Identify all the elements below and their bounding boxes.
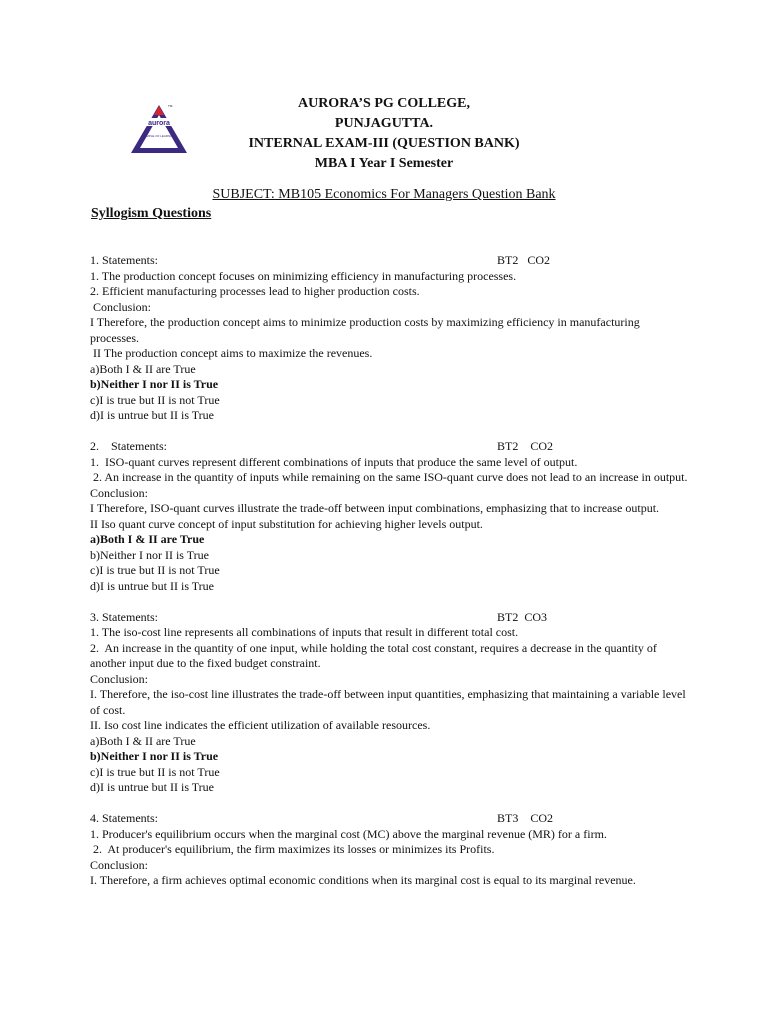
- question-block: [90, 439, 688, 594]
- question-heading: 4. Statements:: [90, 811, 158, 825]
- statement-line: 1. Producer's equilibrium occurs when the marginal cost (MC) above the marginal revenue (MR) for a firm.: [90, 826, 607, 841]
- statement-line: II The production concept aims to maximize the revenues.: [90, 346, 373, 360]
- option: a)Both I & II are True: [90, 361, 196, 376]
- question-heading: 2. Statements:: [90, 439, 167, 453]
- answer-option: b)Neither I nor II is True: [90, 749, 219, 763]
- document-header: [200, 94, 568, 174]
- option: c)I is true but II is not True: [90, 392, 220, 407]
- statement-line: II. Iso cost line indicates the efficient utilization of available resources.: [90, 718, 431, 732]
- question-heading: 1. Statements:: [90, 253, 158, 267]
- statement-line: Conclusion:: [90, 299, 152, 314]
- option: c)I is true but II is not True: [90, 563, 220, 577]
- semester-title: MBA I Year I Semester: [314, 156, 454, 171]
- college-name: AURORA’S PG COLLEGE,: [297, 96, 471, 111]
- question-tag: BT2 CO3: [497, 609, 548, 624]
- statement-line: 2. An increase in the quantity of inputs while remaining on the same ISO-quant curve does not lead to an increase in output.: [90, 470, 688, 484]
- question-tag: BT2 CO2: [497, 253, 551, 267]
- statement-line: 1. ISO-quant curves represent different combinations of inputs that produce the same level of output.: [90, 454, 578, 469]
- question-tag: BT3 CO2: [497, 811, 554, 825]
- question-block: [90, 253, 688, 424]
- option: a)Both I & II are True: [90, 733, 196, 748]
- question-block: [90, 811, 688, 889]
- statement-line: 2. Efficient manufacturing processes lead to higher production costs.: [90, 284, 420, 298]
- option: d)I is untrue but II is True: [90, 408, 214, 422]
- logo-wordmark: aurora: [148, 120, 170, 127]
- exam-title: INTERNAL EXAM-III (QUESTION BANK): [248, 136, 520, 151]
- statement-line: I Therefore, the production concept aims to minimize production costs by maximizing efficiency in manufacturing processes.: [90, 315, 643, 345]
- logo-tagline: TEMPLE OF LEARNING: [142, 134, 176, 138]
- option: d)I is untrue but II is True: [90, 780, 214, 794]
- answer-option: b)Neither I nor II is True: [90, 377, 219, 391]
- statement-line: I Therefore, ISO-quant curves illustrate the trade-off between input combinations, emphasizing that to increase output.: [90, 501, 660, 515]
- college-logo: [128, 101, 190, 157]
- statement-line: 2. At producer's equilibrium, the firm maximizes its losses or minimizes its Profits.: [90, 842, 495, 856]
- statement-line: I. Therefore, a firm achieves optimal economic conditions when its marginal cost is equal to its marginal revenue.: [90, 873, 636, 887]
- question-heading: 3. Statements:: [90, 609, 158, 624]
- option: c)I is true but II is not True: [90, 764, 220, 779]
- question-block: [90, 610, 688, 796]
- question-tag: BT2 CO2: [497, 439, 554, 453]
- statement-line: 2. An increase in the quantity of one input, while holding the total cost constant, requires a decrease in the quantity of another input due to the fixed budget constraint.: [90, 640, 660, 670]
- logo-trademark: TM: [168, 104, 173, 108]
- statement-line: Conclusion:: [90, 485, 149, 500]
- college-location: PUNJAGUTTA.: [334, 116, 434, 131]
- statement-line: Conclusion:: [90, 857, 149, 872]
- option: b)Neither I nor II is True: [90, 547, 209, 562]
- answer-option: a)Both I & II are True: [90, 532, 205, 546]
- statement-line: 1. The production concept focuses on minimizing efficiency in manufacturing processes.: [90, 268, 517, 283]
- logo-red-peak: [154, 106, 164, 115]
- statement-line: II Iso quant curve concept of input substitution for achieving higher levels output.: [90, 516, 483, 531]
- statement-line: Conclusion:: [90, 671, 149, 686]
- option: d)I is untrue but II is True: [90, 578, 214, 593]
- statement-line: 1. The iso-cost line represents all combinations of inputs that result in different total cost.: [90, 625, 519, 639]
- section-title: Syllogism Questions: [91, 206, 212, 221]
- statement-line: I. Therefore, the iso-cost line illustrates the trade-off between input quantities, emphasizing that maintaining a variable level of cost.: [90, 687, 689, 717]
- subject-line: SUBJECT: MB105 Economics For Managers Question Bank: [212, 187, 556, 202]
- questions-list: [90, 253, 688, 904]
